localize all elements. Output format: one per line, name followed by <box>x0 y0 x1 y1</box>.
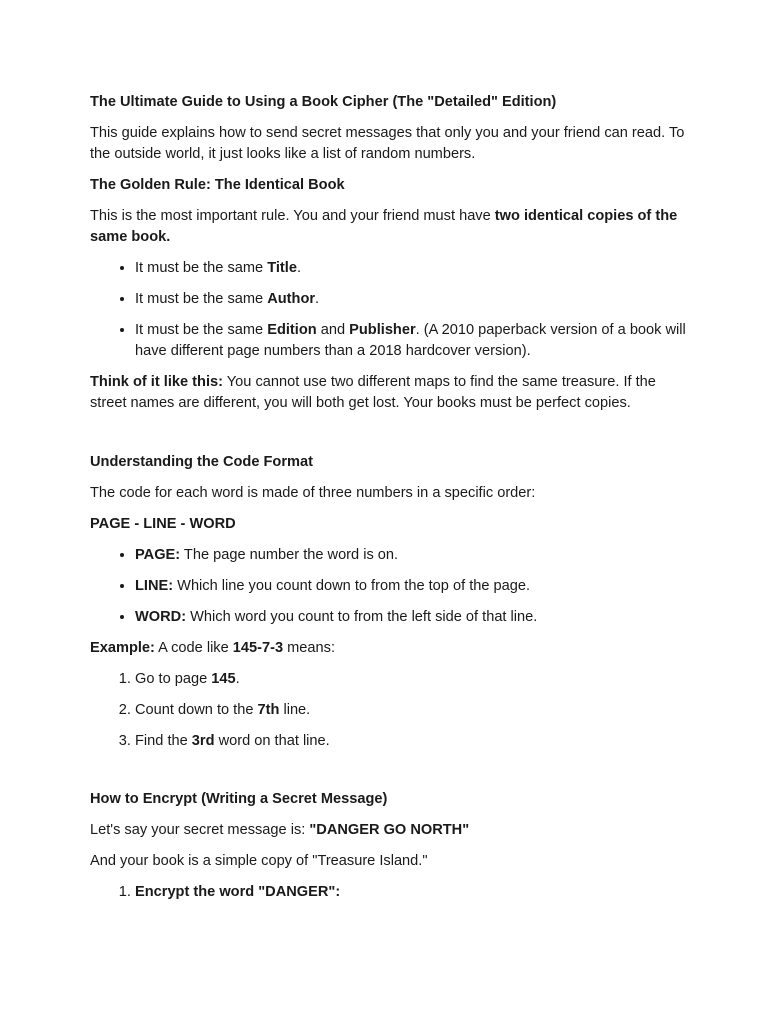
encrypt-heading: How to Encrypt (Writing a Secret Message) <box>90 791 388 807</box>
golden-rule-heading: The Golden Rule: The Identical Book <box>90 177 345 193</box>
list-item-text: . <box>235 671 240 687</box>
golden-rule-paragraph <box>90 206 690 248</box>
list-item-text: Which word you count to from the left side of that line. <box>186 609 538 625</box>
encrypt-text: Let's say your secret message is: <box>90 822 310 838</box>
example-steps-list <box>90 669 690 752</box>
golden-rule-bold: two identical copies of the same book. <box>90 208 678 245</box>
list-item-bold: Author <box>267 291 316 307</box>
list-item-bold: Edition <box>267 322 317 338</box>
list-item-bold: Title <box>267 260 297 276</box>
list-item <box>135 320 690 362</box>
list-item-bold: 3rd <box>191 733 215 749</box>
list-item-text: . <box>315 291 320 307</box>
section-spacer <box>90 762 690 789</box>
list-item <box>135 258 690 279</box>
encrypt-steps-list <box>90 882 690 903</box>
analogy-bold: Think of it like this: <box>90 374 223 390</box>
list-item <box>135 545 690 566</box>
code-format-pattern-bold: PAGE - LINE - WORD <box>90 516 236 532</box>
list-item-text: . (A 2010 paperback version of a book will have different page numbers than a 2018 hardcover version). <box>135 322 686 359</box>
list-item <box>135 289 690 310</box>
golden-rule-text: This is the most important rule. You and your friend must have <box>90 208 495 224</box>
code-format-heading: Understanding the Code Format <box>90 454 313 470</box>
list-item-text: Find the <box>135 733 192 749</box>
list-item-bold: Encrypt the word "DANGER": <box>135 884 341 900</box>
code-format-intro: The code for each word is made of three numbers in a specific order: <box>90 485 536 501</box>
encrypt-book-paragraph: And your book is a simple copy of "Treasure Island." <box>90 853 428 869</box>
document-page <box>90 92 690 913</box>
list-item-text: Go to page <box>135 671 212 687</box>
list-item <box>135 576 690 597</box>
doc-title: The Ultimate Guide to Using a Book Cipher (The "Detailed" Edition) <box>90 94 557 110</box>
list-item <box>135 700 690 721</box>
encrypt-message-paragraph <box>90 820 690 841</box>
list-item-text: Count down to the <box>135 702 258 718</box>
intro-paragraph: This guide explains how to send secret messages that only you and your friend can read. To the outside world, it just looks like a list of random numbers. <box>90 125 685 162</box>
list-item-text: It must be the same <box>135 291 268 307</box>
list-item-text: It must be the same <box>135 322 268 338</box>
list-item-text: Which line you count down to from the top of the page. <box>173 578 531 594</box>
list-item <box>135 731 690 752</box>
example-bold: Example: <box>90 640 155 656</box>
list-item-text: word on that line. <box>214 733 330 749</box>
example-text: means: <box>283 640 336 656</box>
book-requirements-list <box>90 258 690 362</box>
list-item-text: It must be the same <box>135 260 268 276</box>
analogy-text: You cannot use two different maps to find the same treasure. If the street names are different, you will both get lost. Your books must be perfect copies. <box>90 374 656 411</box>
list-item-bold: WORD: <box>135 609 187 625</box>
code-format-pattern <box>90 514 690 535</box>
list-item-bold: 145 <box>211 671 236 687</box>
analogy-paragraph <box>90 372 690 414</box>
example-code: 145-7-3 <box>232 640 284 656</box>
code-parts-list <box>90 545 690 628</box>
section-spacer <box>90 424 690 452</box>
list-item-text: line. <box>279 702 311 718</box>
list-item <box>135 669 690 690</box>
list-item <box>135 882 690 903</box>
list-item-bold: LINE: <box>135 578 174 594</box>
example-text: A code like <box>154 640 233 656</box>
list-item-text: The page number the word is on. <box>180 547 399 563</box>
list-item-bold: Publisher <box>349 322 416 338</box>
encrypt-message: "DANGER GO NORTH" <box>309 822 470 838</box>
list-item-bold: 7th <box>257 702 280 718</box>
list-item-text: . <box>296 260 302 276</box>
list-item-text: and <box>316 322 350 338</box>
list-item <box>135 607 690 628</box>
list-item-bold: PAGE: <box>135 547 181 563</box>
example-paragraph <box>90 638 690 659</box>
